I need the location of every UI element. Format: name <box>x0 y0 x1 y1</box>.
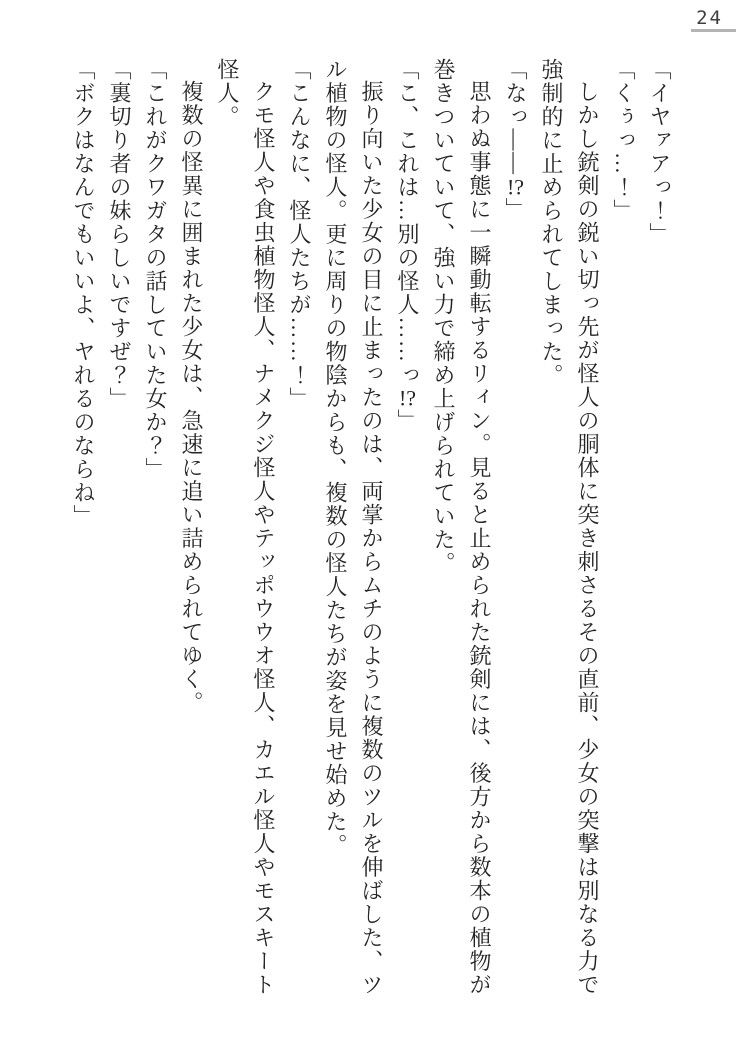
tate-chu-yoko: !? <box>506 175 525 198</box>
tate-chu-yoko: !? <box>398 387 417 409</box>
text-line: 思わぬ事態に一瞬動転するリィン。見ると止められた銃剣には、後方から数本の植物が <box>467 80 492 997</box>
page-number-rule <box>691 29 736 32</box>
page-number: 24 <box>696 7 723 29</box>
text-line: 強制的に止められてしまった。 <box>539 58 564 387</box>
text-line: 「なっ――!?」 <box>503 58 528 221</box>
text-line: 「これがクワガタの話していた女か？」 <box>143 58 168 481</box>
text-line: しかし銃剣の鋭い切っ先が怪人の胴体に突き刺さるその直前、少女の突撃は別なる力で <box>575 80 600 997</box>
text-line: 怪人。 <box>215 58 240 129</box>
vertical-text-block <box>65 58 677 1002</box>
text-line: 「くぅっ…！」 <box>611 58 636 223</box>
text-line: 「こんなに、怪人たちが……！」 <box>287 58 312 411</box>
text-line: 振り向いた少女の目に止まったのは、両掌からムチのように複数のツルを伸ばした、ツ <box>359 80 384 997</box>
text-line: 「裏切り者の妹らしいですぜ？」 <box>107 58 132 411</box>
text-line: 複数の怪異に囲まれた少女は、急速に追い詰められてゆく。 <box>179 80 204 715</box>
text-line: ル植物の怪人。更に周りの物陰からも、複数の怪人たちが姿を見せ始めた。 <box>323 58 348 857</box>
text-line: 巻きついていて、強い力で締め上げられていた。 <box>431 58 456 575</box>
text-line: 「ボクはなんでもいいよ、ヤれるのならね」 <box>71 58 96 528</box>
text-line: クモ怪人や食虫植物怪人、ナメクジ怪人やテッポウウオ怪人、カエル怪人やモスキート <box>251 80 276 997</box>
text-line: 「こ、これは…別の怪人……っ!?」 <box>395 58 420 433</box>
text-line: 「イヤァアっ！」 <box>647 58 672 246</box>
